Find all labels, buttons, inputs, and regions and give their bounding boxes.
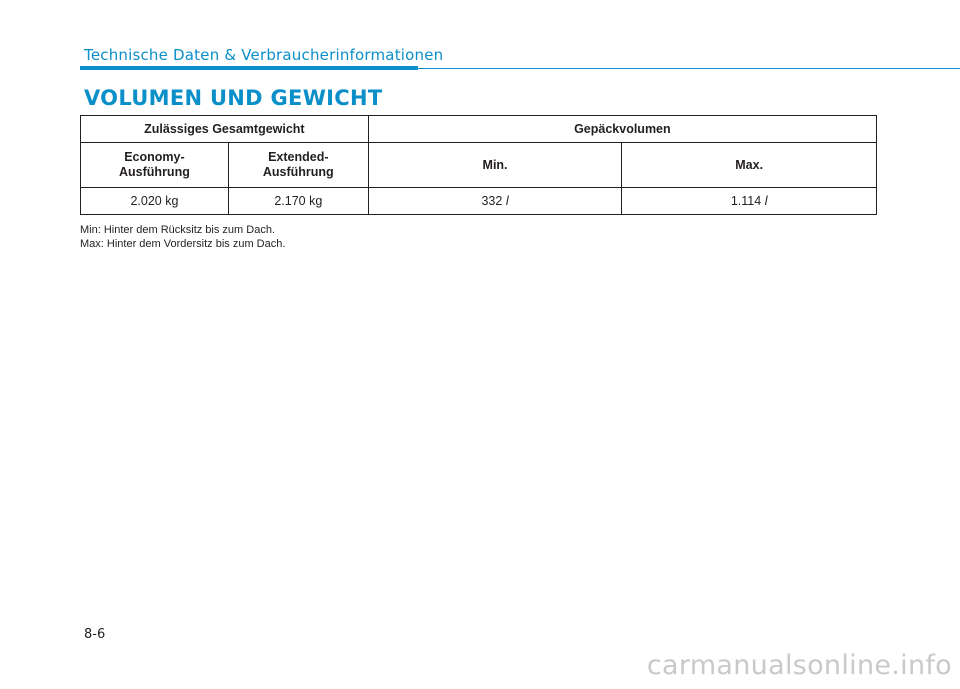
header-extended bbox=[228, 143, 368, 188]
header-luggage-volume: Gepäckvolumen bbox=[368, 116, 876, 143]
note-min: Min: Hinter dem Rücksitz bis zum Dach. bbox=[80, 224, 275, 236]
table-group-header-row bbox=[81, 116, 877, 143]
table-sub-header-row bbox=[81, 143, 877, 188]
value-max-volume bbox=[622, 188, 877, 215]
note-max: Max: Hinter dem Vordersitz bis zum Dach. bbox=[80, 238, 286, 250]
value-min-volume bbox=[368, 188, 622, 215]
header-economy bbox=[81, 143, 229, 188]
header-rule-thick bbox=[80, 66, 418, 70]
volume-weight-table bbox=[80, 115, 877, 215]
value-extended-weight: 2.170 kg bbox=[228, 188, 368, 215]
max-volume-number: 1.114 bbox=[730, 194, 762, 208]
min-volume-unit: l bbox=[505, 194, 509, 208]
header-extended-line2: Ausführung bbox=[262, 165, 334, 179]
header-min: Min. bbox=[368, 143, 622, 188]
value-economy-weight: 2.020 kg bbox=[81, 188, 229, 215]
table-row bbox=[81, 188, 877, 215]
header-rule-thin bbox=[418, 68, 960, 69]
chapter-title: Technische Daten & Verbraucherinformationen bbox=[84, 46, 444, 64]
header-max: Max. bbox=[622, 143, 877, 188]
section-title: VOLUMEN UND GEWICHT bbox=[84, 86, 383, 110]
header-permissible-weight: Zulässiges Gesamtgewicht bbox=[81, 116, 369, 143]
max-volume-unit: l bbox=[764, 194, 768, 208]
header-economy-line1: Economy- bbox=[124, 150, 185, 164]
page-number: 8-6 bbox=[84, 627, 106, 642]
min-volume-number: 332 bbox=[481, 194, 503, 208]
watermark: carmanualsonline.info bbox=[646, 650, 952, 681]
header-economy-line2: Ausführung bbox=[119, 165, 190, 179]
header-extended-line1: Extended- bbox=[268, 150, 329, 164]
